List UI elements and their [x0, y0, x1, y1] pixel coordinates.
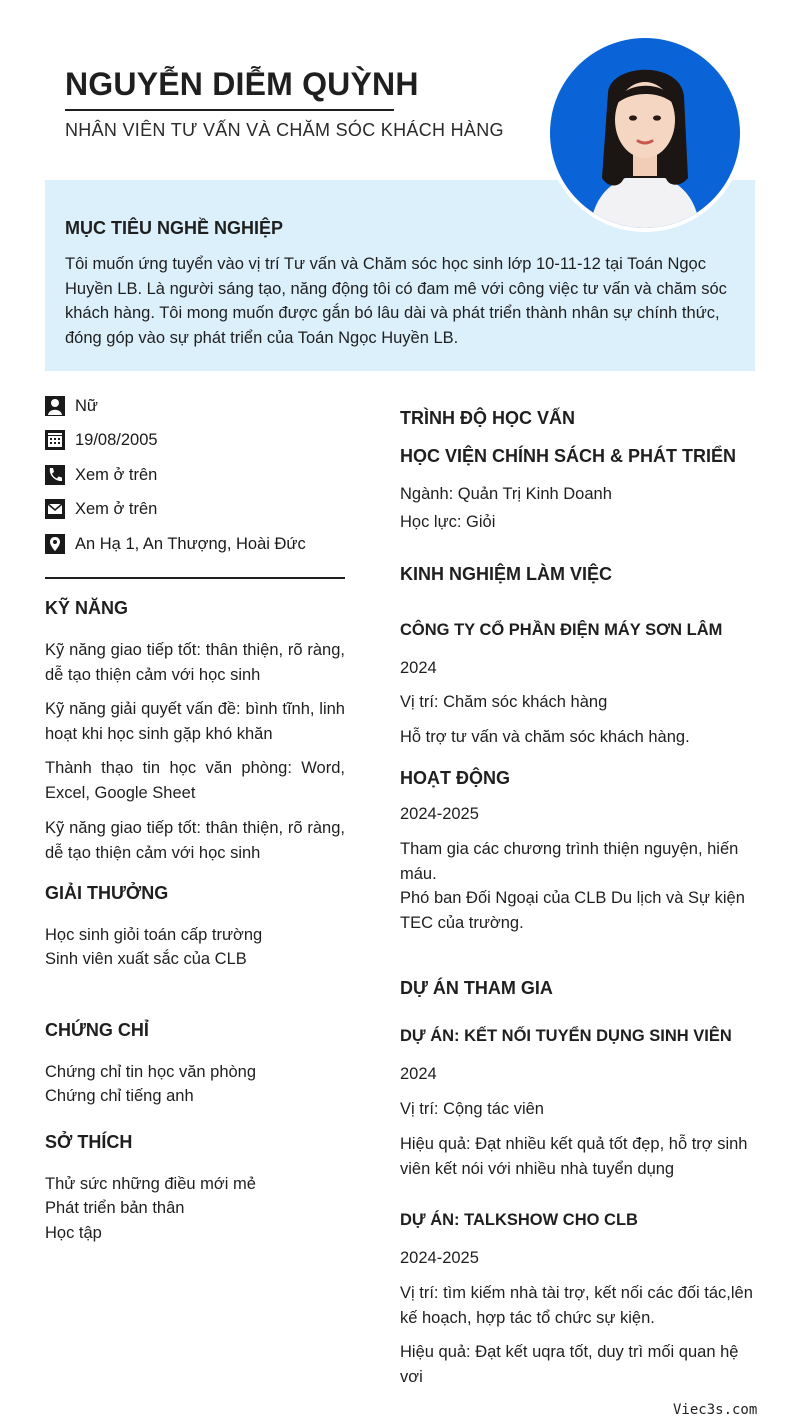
objective-text: Tôi muốn ứng tuyển vào vị trí Tư vấn và Chăm sóc học sinh lớp 10-11-12 tại Toán Ngọc Huyền LB. Là người sáng tạo, năng động tôi có đam mê với công việc tư vấn và chăm sóc khách hàng. Tôi mong muốn được gắn bó lâu dài và phát triển thành nhân sự chính thức, đóng góp vào sự phát triển của Toán Ngọc Huyền LB.: [65, 255, 727, 347]
name-underline: [65, 109, 394, 111]
project-result: Hiệu quả: Đạt kết uqra tốt, duy trì mối quan hệ vơi: [400, 1343, 739, 1386]
activity-item: Tham gia các chương trình thiện nguyện, hiến máu.: [400, 840, 739, 883]
activities-period: 2024-2025: [400, 805, 479, 823]
phone-text: Xem ở trên: [75, 465, 158, 484]
skill-item: Kỹ năng giải quyết vấn đề: bình tĩnh, linh hoạt khi học sinh gặp khó khăn: [45, 700, 345, 743]
hobbies-title: SỞ THÍCH: [45, 1132, 133, 1152]
hobby-item: Phát triển bản thân: [45, 1199, 185, 1217]
certificate-item: Chứng chỉ tiếng anh: [45, 1087, 194, 1105]
info-address: [45, 534, 306, 554]
mail-icon: [45, 499, 65, 519]
education-title: TRÌNH ĐỘ HỌC VẤN: [400, 408, 575, 428]
certificate-item: Chứng chỉ tin học văn phòng: [45, 1063, 257, 1081]
education-major: Ngành: Quản Trị Kinh Doanh: [400, 485, 612, 503]
project-role: Vị trí: tìm kiếm nhà tài trợ, kết nối các đối tác,lên kế hoạch, hợp tác tổ chức sự kiện.: [400, 1284, 753, 1327]
email-text: Xem ở trên: [75, 499, 158, 518]
project-result: Hiệu quả: Đạt nhiều kết quả tốt đẹp, hỗ trợ sinh viên kết nói với nhiều nhà tuyển dụng: [400, 1135, 748, 1178]
phone-icon: [45, 465, 65, 485]
project-role: Vị trí: Cộng tác viên: [400, 1100, 544, 1118]
candidate-name: NGUYỄN DIỄM QUỲNH: [65, 66, 419, 102]
objective-title: MỤC TIÊU NGHỀ NGHIỆP: [65, 218, 284, 238]
activity-item: Phó ban Đối Ngoại của CLB Du lịch và Sự kiện TEC của trường.: [400, 889, 745, 932]
info-email: [45, 499, 157, 519]
projects-title: DỰ ÁN THAM GIA: [400, 978, 553, 998]
site-watermark: Viec3s.com: [673, 1402, 758, 1418]
avatar: [546, 34, 744, 232]
project-year: 2024: [400, 1065, 437, 1083]
hobby-item: Học tập: [45, 1224, 102, 1242]
address-text: An Hạ 1, An Thượng, Hoài Đức: [75, 534, 306, 553]
location-pin-icon: [45, 534, 65, 554]
skills-title: KỸ NĂNG: [45, 598, 129, 618]
experience-year: 2024: [400, 659, 437, 677]
job-title: NHÂN VIÊN TƯ VẤN VÀ CHĂM SÓC KHÁCH HÀNG: [65, 120, 504, 140]
info-dob: [45, 430, 158, 450]
skill-item: Kỹ năng giao tiếp tốt: thân thiện, rõ ràng, dễ tạo thiện cảm với học sinh: [45, 641, 345, 684]
award-item: Học sinh giỏi toán cấp trường: [45, 926, 263, 944]
school-name: HỌC VIỆN CHÍNH SÁCH & PHÁT TRIỂN: [400, 446, 737, 466]
award-item: Sinh viên xuất sắc của CLB: [45, 950, 247, 968]
skill-item: Thành thạo tin học văn phòng: Word, Excel, Google Sheet: [45, 759, 345, 802]
experience-description: Hỗ trợ tư vấn và chăm sóc khách hàng.: [400, 728, 690, 746]
certificates-title: CHỨNG CHỈ: [45, 1020, 149, 1040]
gender-text: Nữ: [75, 396, 98, 415]
info-gender: [45, 396, 98, 416]
info-phone: [45, 465, 157, 485]
person-icon: [45, 396, 65, 416]
awards-title: GIẢI THƯỞNG: [45, 883, 169, 903]
project-name: DỰ ÁN: TALKSHOW CHO CLB: [400, 1211, 638, 1229]
activities-title: HOẠT ĐỘNG: [400, 768, 510, 788]
project-year: 2024-2025: [400, 1249, 479, 1267]
portrait-photo: [550, 38, 740, 228]
experience-title: KINH NGHIỆM LÀM VIỆC: [400, 564, 613, 584]
skill-item: Kỹ năng giao tiếp tốt: thân thiện, rõ ràng, dễ tạo thiện cảm với học sinh: [45, 819, 345, 862]
calendar-icon: [45, 430, 65, 450]
hobby-item: Thử sức những điều mới mẻ: [45, 1175, 256, 1193]
education-grade: Học lực: Giỏi: [400, 513, 496, 531]
dob-text: 19/08/2005: [75, 430, 158, 449]
project-name: DỰ ÁN: KẾT NỐI TUYỂN DỤNG SINH VIÊN: [400, 1027, 732, 1045]
experience-position: Vị trí: Chăm sóc khách hàng: [400, 693, 608, 711]
divider: [45, 577, 345, 579]
company-name: CÔNG TY CỔ PHẦN ĐIỆN MÁY SƠN LÂM: [400, 621, 723, 639]
